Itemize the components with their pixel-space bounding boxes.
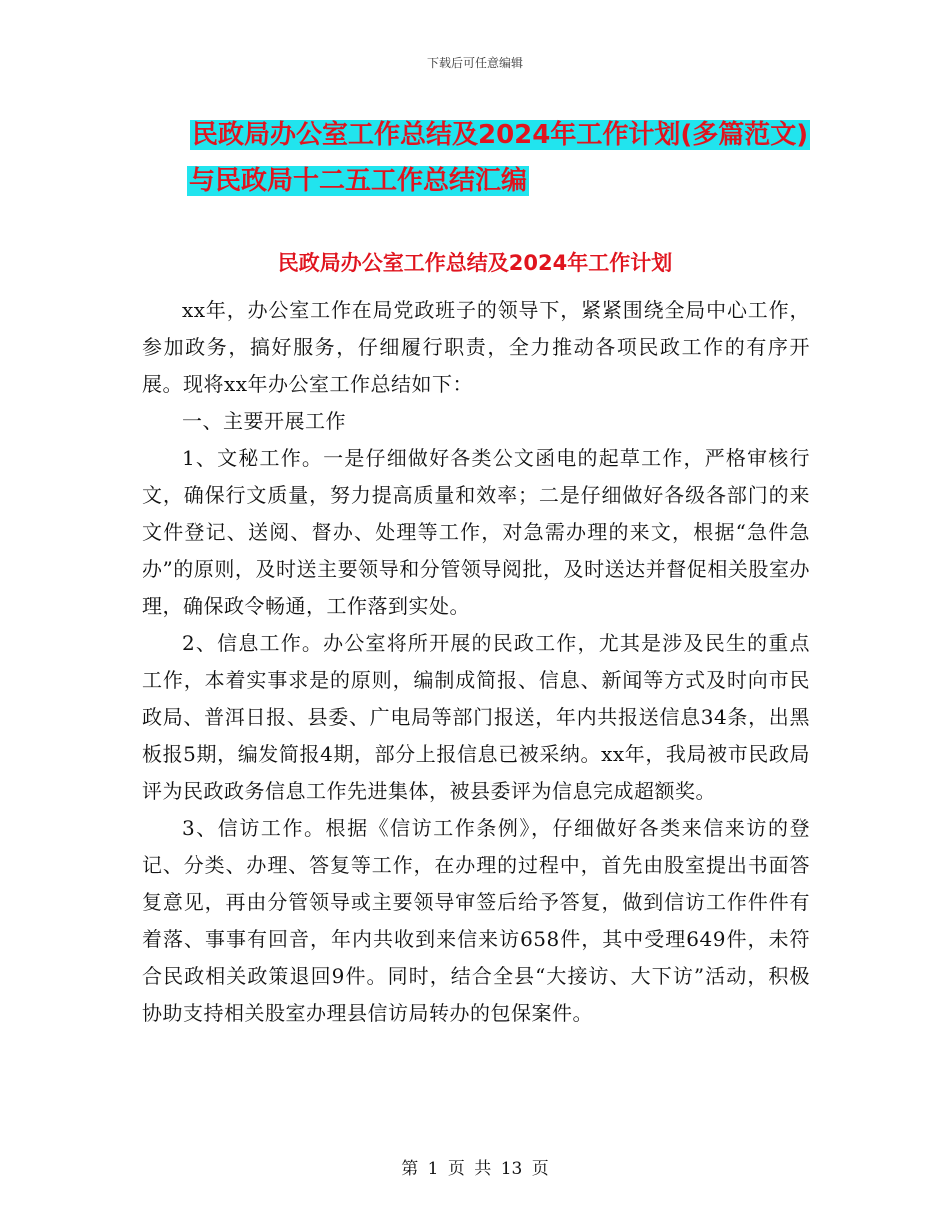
header-note: 下载后可任意编辑 xyxy=(426,56,523,70)
paragraph-petition-work: 3、信访工作。根据《信访工作条例》，仔细做好各类来信来访的登记、分类、办理、答复等工作，在办理的过程中，首先由股室提出书面答复意见，再由分管领导或主要领导审签后给予答复，做到信访工作件件有着落、事事有回音，年内共收到来信来访658件，其中受理649件，未符合民政相关政策退回9件。同时，结合全县“大接访、大下访”活动，积极协助支持相关股室办理县信访局转办的包保案件。 xyxy=(142,816,810,1025)
document-title xyxy=(190,112,830,204)
page-number-footer: 第 1 页 共 13 页 xyxy=(401,1159,549,1179)
document-body xyxy=(142,292,810,1032)
title-line-1: 民政局办公室工作总结及2024年工作计划(多篇范文) xyxy=(192,120,809,150)
title-line-2: 与民政局十二五工作总结汇编 xyxy=(189,166,528,196)
paragraph-information-work: 2、信息工作。办公室将所开展的民政工作，尤其是涉及民生的重点工作，本着实事求是的原则，编制成简报、信息、新闻等方式及时向市民政局、普洱日报、县委、广电局等部门报送，年内共报送信息34条，出黑板报5期，编发简报4期，部分上报信息已被采纳。xx年，我局被市民政局评为民政政务信息工作先进集体，被县委评为信息完成超额奖。 xyxy=(142,631,810,803)
paragraph-secretarial-work: 1、文秘工作。一是仔细做好各类公文函电的起草工作，严格审核行文，确保行文质量，努力提高质量和效率；二是仔细做好各级各部门的来文件登记、送阅、督办、处理等工作，对急需办理的来文，根据“急件急办”的原则，及时送主要领导和分管领导阅批，及时送达并督促相关股室办理，确保政令畅通，工作落到实处。 xyxy=(142,446,810,618)
paragraph-heading-main-work: 一、主要开展工作 xyxy=(182,409,346,433)
paragraph-intro: xx年，办公室工作在局党政班子的领导下，紧紧围绕全局中心工作，参加政务，搞好服务，仔细履行职责，全力推动各项民政工作的有序开展。现将xx年办公室工作总结如下： xyxy=(142,298,810,396)
section-title: 民政局办公室工作总结及2024年工作计划 xyxy=(277,251,673,275)
